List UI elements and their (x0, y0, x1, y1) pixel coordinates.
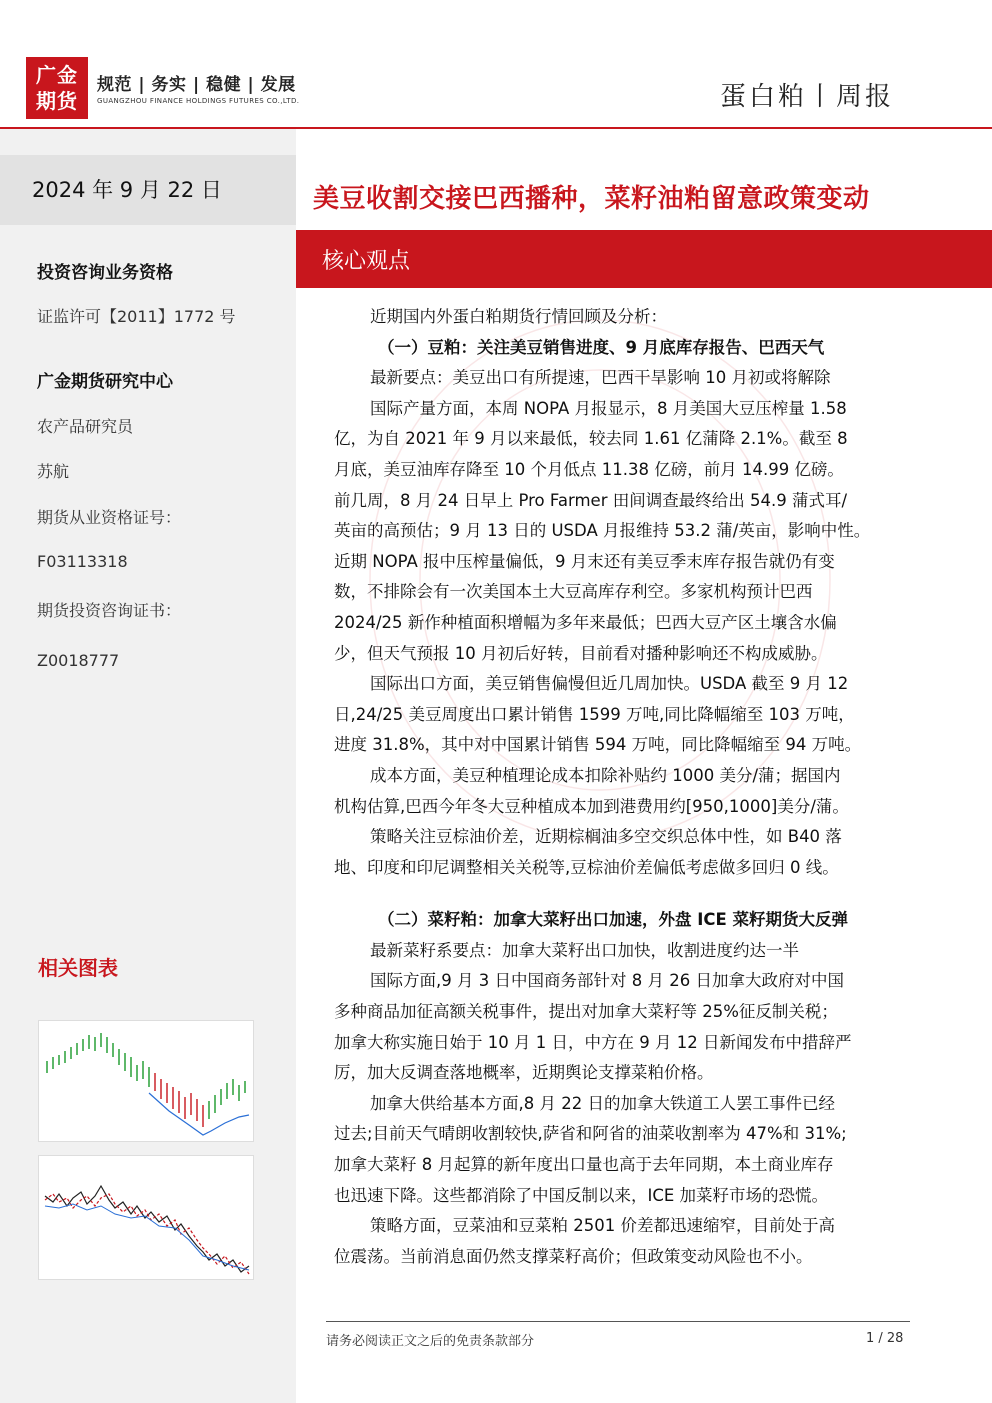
analyst-name: 苏航 (37, 462, 70, 481)
body-line: 日,24/25 美豆周度出口累计销售 1599 万吨,同比降幅缩至 103 万吨， (334, 704, 855, 724)
related-chart-thumbnail-1[interactable] (38, 1020, 254, 1142)
body-line: 月底，美豆油库存降至 10 个月低点 11.38 亿磅，前月 14.99 亿磅。 (334, 459, 844, 479)
body-line: 国际方面,9 月 3 日中国商务部针对 8 月 26 日加拿大政府对中国 (370, 971, 844, 991)
company-slogan: 规范 | 务实 | 稳健 | 发展 (97, 75, 296, 95)
body-line: 近期国内外蛋白粕期货行情回顾及分析： (370, 307, 667, 326)
body-line: 加拿大菜籽 8 月起算的新年度出口量也高于去年同期，本土商业库存 (334, 1155, 834, 1175)
body-line: 前几周，8 月 24 日早上 Pro Farmer 田间调查最终给出 54.9 蒲式耳/ (334, 490, 848, 510)
license-number: 证监许可【2011】1772 号 (37, 307, 236, 326)
logo-line-2: 期货 (36, 89, 78, 113)
body-line: 位震荡。当前消息面仍然支撑菜籽高价；但政策变动风险也不小。 (334, 1246, 813, 1266)
footer-divider (326, 1321, 910, 1322)
logo-line-1: 广金 (36, 63, 78, 87)
body-line: 厉，加大反调查落地概率，近期舆论支撑菜粕价格。 (334, 1063, 714, 1083)
related-charts-heading: 相关图表 (38, 956, 118, 980)
page-number: 1 / 28 (866, 1331, 904, 1346)
advisory-cert-number: Z0018777 (37, 651, 120, 670)
research-center: 广金期货研究中心 (37, 372, 173, 392)
company-english-name: GUANGZHOU FINANCE HOLDINGS FUTURES CO.,LTD. (97, 97, 300, 105)
body-line: 2024/25 新作种植面积增幅为多年来最低；巴西大豆产区土壤含水偏 (334, 612, 837, 632)
core-view-body (334, 302, 926, 1272)
body-line: 过去;目前天气晴朗收割较快,萨省和阿省的油菜收割率为 47%和 31%; (334, 1124, 847, 1144)
body-line: 多种商品加征高额关税事件，提出对加拿大菜籽等 25%征反制关税； (334, 1002, 838, 1022)
body-line: 国际出口方面，美豆销售偏慢但近几周加快。USDA 截至 9 月 12 (370, 674, 849, 694)
body-line: 策略方面，豆菜油和豆菜粕 2501 价差都迅速缩窄，目前处于高 (370, 1216, 835, 1236)
body-line: 数，不排除会有一次美国本土大豆高库存利空。多家机构预计巴西 (334, 582, 813, 602)
body-line: 地、印度和印尼调整相关关税等,豆棕油价差偏低考虑做多回归 0 线。 (334, 857, 839, 877)
qualification-title: 投资咨询业务资格 (37, 263, 173, 283)
report-title: 美豆收割交接巴西播种，菜籽油粕留意政策变动 (313, 184, 870, 214)
body-line: 也迅速下降。这些都消除了中国反制以来，ICE 加菜籽市场的恐慌。 (334, 1185, 829, 1205)
body-line: 近期 NOPA 报中压榨量偏低，9 月末还有美豆季末库存报告就仍有变 (334, 551, 835, 571)
report-type-tag: 蛋白粕丨周报 (719, 82, 894, 112)
body-line: 加拿大称实施日始于 10 月 1 日，中方在 9 月 12 日新闻发布中措辞严 (334, 1032, 852, 1052)
body-line: 国际产量方面，本周 NOPA 月报显示，8 月美国大豆压榨量 1.58 (370, 398, 847, 418)
body-line: 少，但天气预报 10 月初后好转，目前看对播种影响还不构成威胁。 (334, 643, 828, 663)
advisory-cert-label: 期货投资咨询证书： (37, 601, 182, 620)
disclaimer-note: 请务必阅读正文之后的免责条款部分 (326, 1334, 535, 1349)
futures-cert-number: F03113318 (37, 552, 128, 571)
body-line: 机构估算,巴西今年冬大豆种植成本加到港费用约[950,1000]美分/蒲。 (334, 796, 849, 816)
core-view-title: 核心观点 (322, 249, 411, 274)
page-header (0, 0, 992, 120)
report-date: 2024 年 9 月 22 日 (32, 178, 222, 202)
company-logo (26, 57, 88, 119)
body-line: 进度 31.8%，其中对中国累计销售 594 万吨，同比降幅缩至 94 万吨。 (334, 735, 862, 755)
section-heading: （一）豆粕：关注美豆销售进度、9 月底库存报告、巴西天气 (378, 337, 825, 357)
analyst-role: 农产品研究员 (37, 417, 134, 436)
body-line: 最新菜籽系要点：加拿大菜籽出口加快，收割进度约达一半 (370, 940, 799, 960)
related-chart-thumbnail-2[interactable] (38, 1155, 254, 1280)
futures-cert-label: 期货从业资格证号： (37, 508, 182, 527)
body-line: 最新要点：美豆出口有所提速，巴西干旱影响 10 月初或将解除 (370, 368, 831, 388)
line-chart-thumbnail (39, 1156, 255, 1281)
candlestick-chart-thumbnail (39, 1021, 255, 1143)
body-line: 英亩的高预估；9 月 13 日的 USDA 月报维持 53.2 蒲/英亩，影响中性。 (334, 521, 871, 541)
body-line: 策略关注豆棕油价差，近期棕榈油多空交织总体中性，如 B40 落 (370, 827, 842, 847)
body-line: 成本方面，美豆种植理论成本扣除补贴约 1000 美分/蒲；据国内 (370, 765, 841, 785)
section-heading: （二）菜籽粕：加拿大菜籽出口加速，外盘 ICE 菜籽期货大反弹 (378, 910, 849, 930)
body-line: 亿，为自 2021 年 9 月以来最低，较去同 1.61 亿蒲降 2.1%。截至 8 (334, 429, 848, 449)
body-line: 加拿大供给基本方面,8 月 22 日的加拿大铁道工人罢工事件已经 (370, 1093, 835, 1113)
